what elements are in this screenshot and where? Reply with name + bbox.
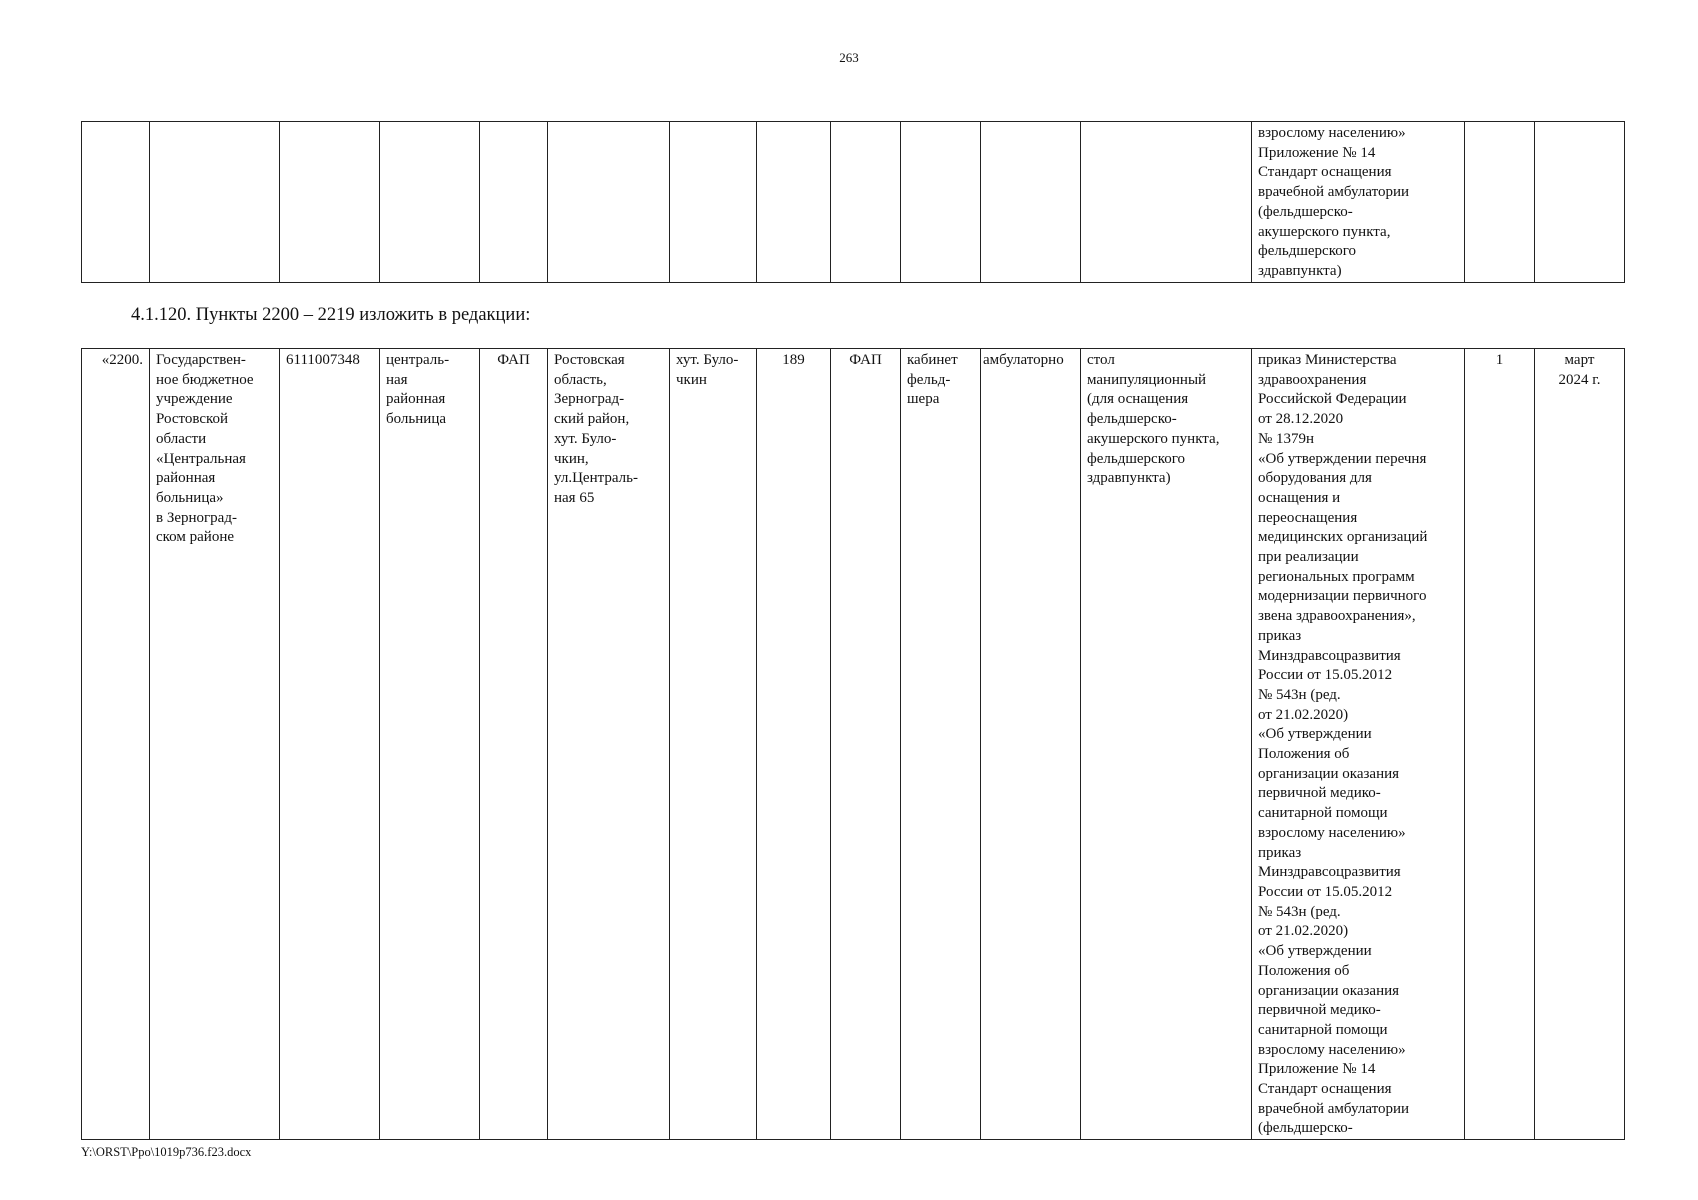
cell-number bbox=[82, 122, 150, 283]
room: кабинет фельд- шера bbox=[901, 349, 981, 1140]
main-table bbox=[81, 348, 1625, 1140]
institution-type: централь- ная районная больница bbox=[380, 349, 480, 1140]
unit-type: ФАП bbox=[480, 349, 548, 1140]
section-heading: 4.1.120. Пункты 2200 – 2219 изложить в редакции: bbox=[131, 305, 531, 325]
cell-address bbox=[548, 122, 670, 283]
deadline: март 2024 г. bbox=[1535, 349, 1625, 1140]
cell-care-form bbox=[981, 122, 1081, 283]
cell-population bbox=[757, 122, 831, 283]
cell-inn bbox=[280, 122, 380, 283]
cell-facility bbox=[831, 122, 901, 283]
equipment: стол манипуляционный (для оснащения фельдшерско- акушерского пункта, фельдшерского здравпункта) bbox=[1081, 349, 1252, 1140]
continuation-table bbox=[81, 121, 1625, 283]
facility: ФАП bbox=[831, 349, 901, 1140]
cell-settlement bbox=[670, 122, 757, 283]
institution-name: Государствен- ное бюджетное учреждение Ростовской области «Центральная районная больница» в Зерноград- ском районе bbox=[150, 349, 280, 1140]
regulation: приказ Министерства здравоохранения Российской Федерации от 28.12.2020 № 1379н «Об утверждении перечня оборудования для оснащения и переоснащения медицинских организаций при реализации региональных программ модернизации первичного звена здравоохранения», приказ Минздравсоцразвития России от 15.05.2012 № 543н (ред. от 21.02.2020) «Об утверждении Положения об организации оказания первичной медико- санитарной помощи взрослому населению» приказ Минздравсоцразвития России от 15.05.2012 № 543н (ред. от 21.02.2020) «Об утверждении Положения об организации оказания первичной медико- санитарной помощи взрослому населению» Приложение № 14 Стандарт оснащения врачебной амбулатории (фельдшерско- bbox=[1252, 349, 1465, 1140]
cell-unit-type bbox=[480, 122, 548, 283]
quantity: 1 bbox=[1465, 349, 1535, 1140]
address: Ростовская область, Зерноград- ский район, хут. Було- чкин, ул.Централь- ная 65 bbox=[548, 349, 670, 1140]
footer-file-path: Y:\ORST\Ppo\1019p736.f23.docx bbox=[81, 1145, 252, 1159]
cell-equipment bbox=[1081, 122, 1252, 283]
cell-deadline bbox=[1535, 122, 1625, 283]
population: 189 bbox=[757, 349, 831, 1140]
cell-room bbox=[901, 122, 981, 283]
cell-type bbox=[380, 122, 480, 283]
row-number: «2200. bbox=[82, 349, 150, 1140]
inn-value: 6111007348 bbox=[280, 349, 380, 1140]
settlement: хут. Було- чкин bbox=[670, 349, 757, 1140]
care-form: амбулаторно bbox=[981, 349, 1081, 1140]
cell-institution bbox=[150, 122, 280, 283]
cell-regulation: взрослому населению» Приложение № 14 Стандарт оснащения врачебной амбулатории (фельдшерско- акушерского пункта, фельдшерского здравпункта) bbox=[1252, 122, 1465, 283]
page-number: 263 bbox=[839, 50, 859, 65]
cell-quantity bbox=[1465, 122, 1535, 283]
